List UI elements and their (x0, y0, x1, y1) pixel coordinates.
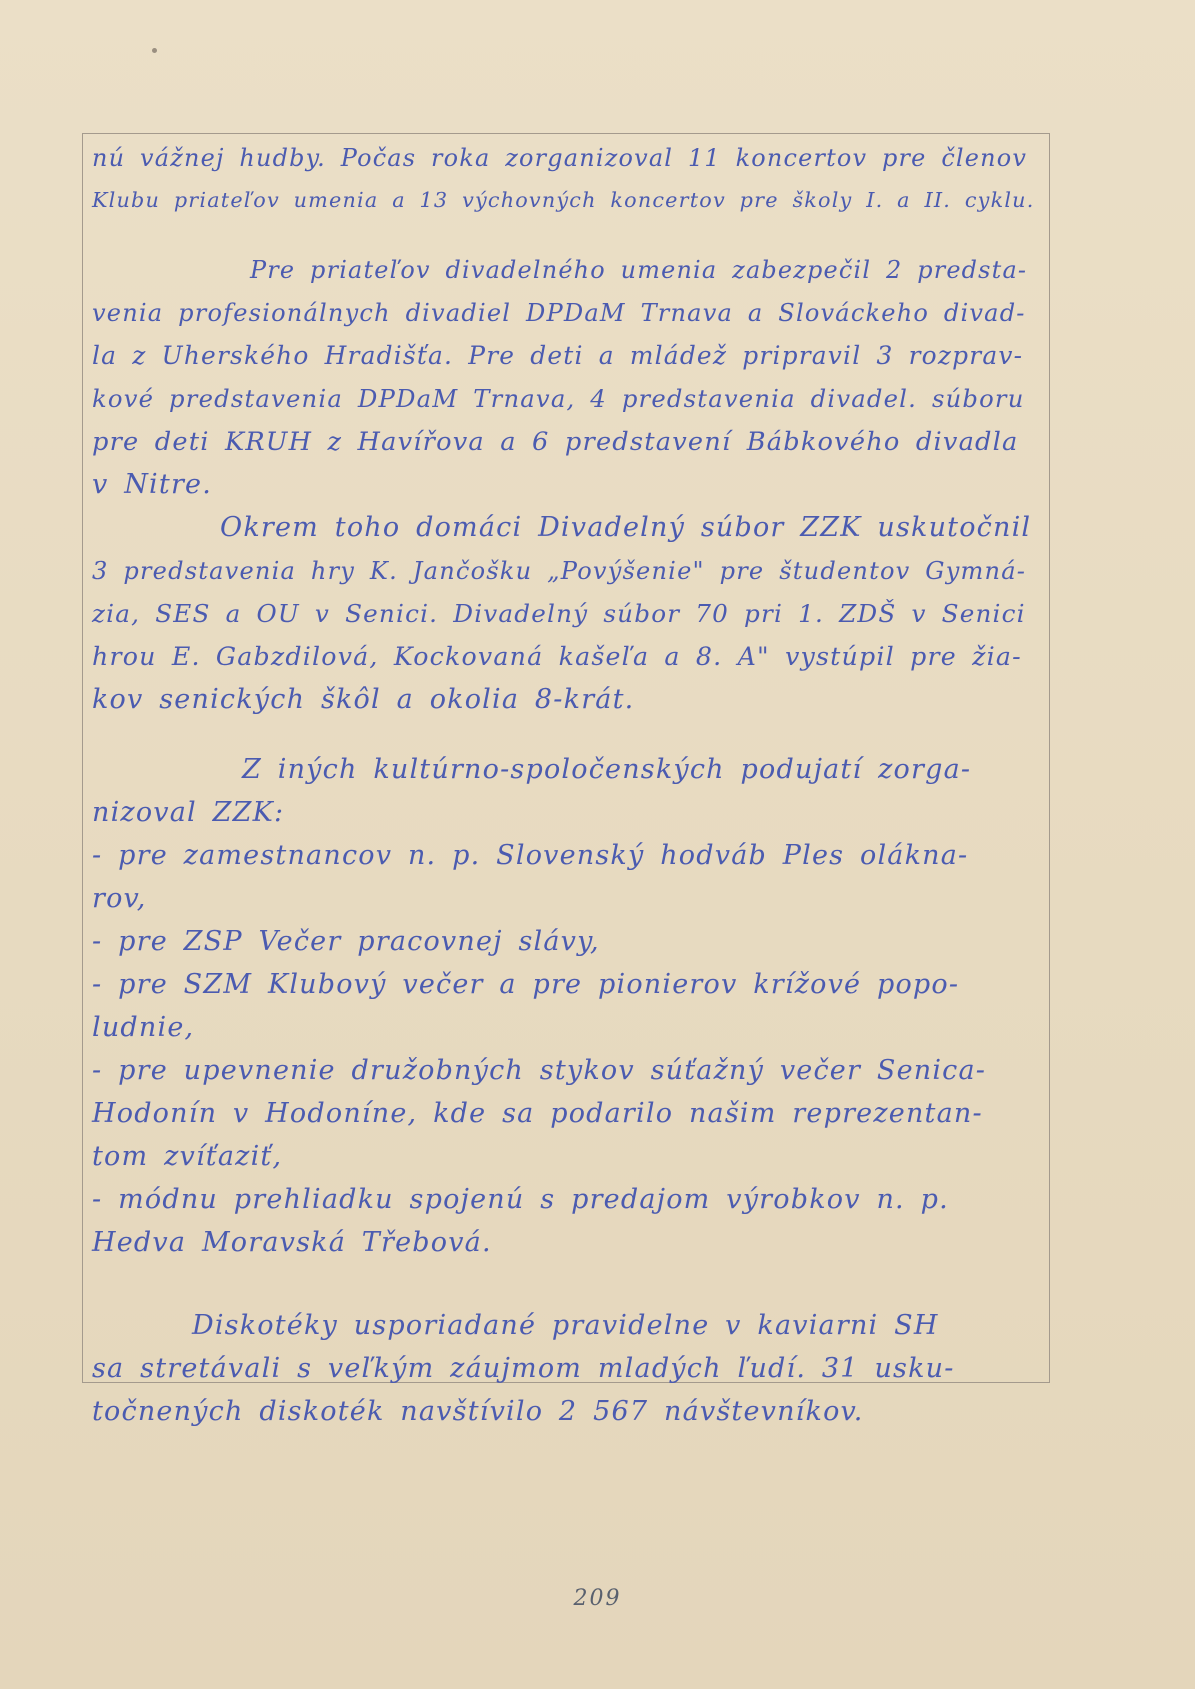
text-line: kov senických škôl a okolia 8-krát. (92, 684, 635, 715)
text-line: hrou E. Gabzdilová, Kockovaná kašeľa a 8. A" vystúpil pre žia- (92, 642, 1022, 671)
list-item-continuation: rov, (92, 883, 147, 914)
text-line: Diskotéky usporiadané pravidelne v kaviarni SH (192, 1310, 939, 1341)
page-number: 209 (573, 1586, 622, 1611)
text-line: 3 predstavenia hry K. Jančošku „Povýšenie" pre študentov Gymná- (92, 557, 1027, 585)
list-item: - pre zamestnancov n. p. Slovenský hodváb Ples oláknа- (92, 840, 969, 871)
list-item-continuation: ludnie, (92, 1012, 195, 1043)
list-item: - pre ZSP Večer pracovnej slávy, (92, 926, 600, 957)
text-line: nú vážnej hudby. Počas roka zorganizoval 11 koncertov pre členov (92, 144, 1028, 172)
text-line: zia, SES a OU v Senici. Divadelný súbor 70 pri 1. ZDŠ v Senici (92, 599, 1026, 628)
text-line: Okrem toho domáci Divadelný súbor ZZK uskutočnil (220, 512, 1032, 543)
text-line: točnených diskoték navštívilo 2 567 návštevníkov. (92, 1396, 864, 1427)
text-line: venia profesionálnych divadiel DPDaM Trnava a Slováckeho divad- (92, 299, 1026, 327)
ink-dot (152, 48, 157, 53)
text-line: sa stretávali s veľkým záujmom mladých ľudí. 31 usku- (92, 1353, 955, 1384)
list-item-continuation: tom zvíťaziť, (92, 1141, 283, 1172)
list-item: - pre SZM Klubový večer a pre pionierov krížové popo- (92, 969, 960, 1000)
list-item-continuation: Hodonín v Hodoníne, kde sa podarilo našim reprezentan- (92, 1098, 983, 1129)
text-line: la z Uherského Hradišťa. Pre deti a mládež pripravil 3 rozprav- (92, 341, 1024, 370)
text-line: v Nitre. (92, 469, 213, 500)
text-line: nizoval ZZK: (92, 797, 285, 828)
list-item-continuation: Hedva Moravská Třebová. (92, 1227, 492, 1258)
list-item: - pre upevnenie družobných stykov súťažný večer Senica- (92, 1055, 987, 1086)
text-line: Z iných kultúrno-spoločenských podujatí zorga- (242, 754, 972, 785)
list-item: - módnu prehliadku spojenú s predajom výrobkov n. p. (92, 1184, 949, 1215)
text-line: kové predstavenia DPDaM Trnava, 4 predstavenia divadel. súboru (92, 384, 1025, 413)
text-line: Pre priateľov divadelného umenia zabezpečil 2 predsta- (250, 256, 1028, 284)
text-line: pre deti KRUH z Havířova a 6 predstavení Bábkového divadla (92, 427, 1019, 457)
text-line: Klubu priateľov umenia a 13 výchovných koncertov pre školy I. a II. cyklu. (92, 188, 1035, 212)
